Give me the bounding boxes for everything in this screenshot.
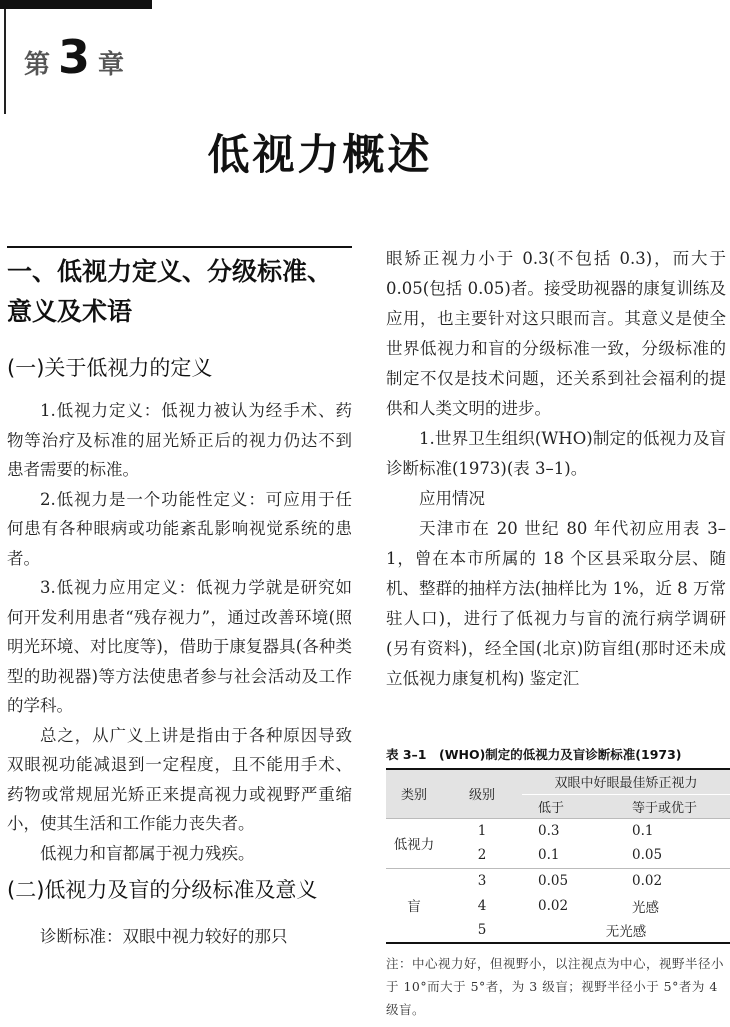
section-title: 一、低视力定义、分级标准、意义及术语: [7, 246, 352, 332]
subsection-title: (一)关于低视力的定义: [7, 356, 213, 380]
criteria-table: [386, 770, 730, 944]
table-row: [386, 818, 730, 843]
header-category: 类别: [386, 770, 442, 818]
cell-lower: 0.05: [522, 868, 612, 893]
paragraph: 1.低视力定义：低视力被认为经手术、药物等治疗及标准的屈光矫正后的视力仍达不到患者需要的标准。: [7, 401, 352, 479]
cell-lower: 0.02: [538, 897, 569, 914]
paragraph: 天津市在 20 世纪 80 年代初应用表 3–1，曾在本市所属的 18 个区县采取分层、随机、整群的抽样方法(抽样比为 1%，近 8 万常驻人口)，进行了低视力与盲的流行病学调研(另有资料)，经全国(北京)防盲组(那时还未成立低视力康复机构) 鉴定汇: [386, 519, 726, 688]
chapter-number: 3: [58, 30, 91, 84]
cell-lower: 0.1: [538, 847, 560, 864]
cell-lower: 0.3: [522, 818, 612, 843]
cell-grade: 5: [477, 922, 487, 938]
table-3-1: [386, 745, 730, 1021]
header-best-corrected: 双眼中好眼最佳矫正视力: [522, 770, 730, 794]
header-grade: 级别: [442, 770, 522, 818]
paragraph: 2.低视力是一个功能性定义：可应用于任何患有各种眼病或功能紊乱影响视觉系统的患者。: [7, 489, 352, 568]
table-note: 注：中心视力好，但视野小，以注视点为中心，视野半径小于 10°而大于 5°者，为 3 级盲；视野半径小于 5°者为 4 级盲。: [386, 956, 725, 1017]
paragraph: 总之，从广义上讲是指由于各种原因导致双眼视功能减退到一定程度，且不能用手术、药物或常规屈光矫正来提高视力或视野严重缩小，使其生活和工作能力丧失者。: [7, 725, 352, 833]
cell-grade: 4: [477, 897, 487, 914]
chapter-prefix: 第: [24, 50, 51, 80]
chapter-heading: [24, 30, 125, 84]
header-rule: [4, 9, 6, 114]
subsection-title: (二)低视力及盲的分级标准及意义: [7, 878, 318, 902]
table-caption: 表 3–1 (WHO)制定的低视力及盲诊断标准(1973): [386, 745, 730, 770]
table-row: [386, 868, 730, 893]
cell-equal-or-better: 光感: [632, 899, 659, 916]
cell-equal-or-better: 0.05: [632, 847, 663, 864]
cell-category: 低视力: [386, 818, 442, 868]
cell-category: 盲: [386, 868, 442, 943]
left-column: [7, 246, 352, 952]
cell-grade: 3: [442, 868, 522, 893]
cell-equal-or-better: 0.02: [612, 868, 730, 893]
cell-merged: 无光感: [605, 924, 647, 940]
paragraph: 1.世界卫生组织(WHO)制定的低视力及盲诊断标准(1973)(表 3–1)。: [386, 429, 726, 478]
header-lower: 低于: [522, 794, 612, 818]
paragraph: 应用情况: [419, 489, 485, 508]
paragraph: 诊断标准：双眼中视力较好的那只: [40, 927, 288, 946]
cell-grade: 2: [477, 847, 487, 864]
right-column: [386, 244, 726, 694]
cell-grade: 1: [442, 818, 522, 843]
cell-equal-or-better: 0.1: [612, 818, 730, 843]
header-equal-or-better: 等于或优于: [612, 794, 730, 818]
chapter-title: 低视力概述: [207, 130, 433, 179]
header-bar: [0, 0, 152, 9]
paragraph: 低视力和盲都属于视力残疾。: [40, 843, 255, 863]
paragraph: 眼矫正视力小于 0.3(不包括 0.3)，而大于 0.05(包括 0.05)者。接受助视器的康复训练及应用，也主要针对这只眼而言。其意义是使全世界低视力和盲的分级标准一致，分级标准的制定不仅是技术问题，还关系到社会福利的提供和人类文明的进步。: [386, 249, 726, 418]
paragraph: 3.低视力应用定义：低视力学就是研究如何开发利用患者“残存视力”，通过改善环境(照明光环境、对比度等)，借助于康复器具(各种类型的助视器)等方法使患者参与社会活动及工作的学科。: [7, 578, 352, 715]
chapter-suffix: 章: [98, 50, 125, 80]
